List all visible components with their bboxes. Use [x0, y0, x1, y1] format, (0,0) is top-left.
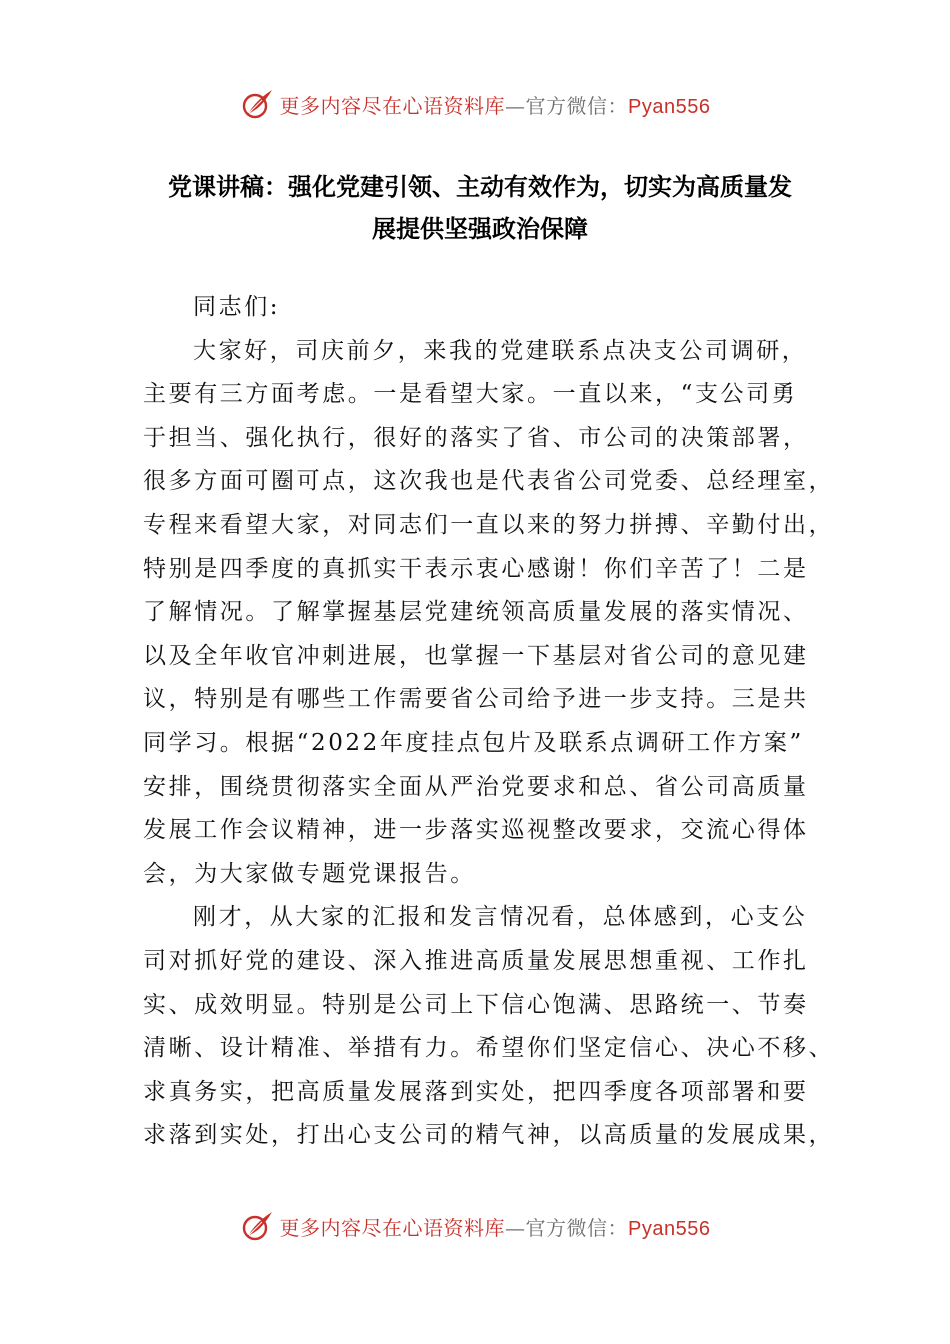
- paragraph-line: 安排，围绕贯彻落实全面从严治党要求和总、省公司高质量: [143, 773, 809, 800]
- title-line: 展提供坚强政治保障: [372, 215, 588, 243]
- paragraph-line: 主要有三方面考虑。一是看望大家。一直以来，“支公司勇: [143, 381, 798, 408]
- paragraph-line: 大家好，司庆前夕，来我的党建联系点决支公司调研，: [193, 337, 808, 364]
- salutation: 同志们:: [193, 294, 281, 320]
- watermark-wechat-label: —官方微信：: [505, 93, 629, 118]
- paragraph-line: 刚才，从大家的汇报和发言情况看，总体感到，心支公: [193, 904, 808, 931]
- paragraph-line: 了解情况。了解掌握基层党建统领高质量发展的落实情况、: [143, 599, 809, 626]
- watermark-site-name: 更多内容尽在心语资料库: [279, 93, 506, 118]
- watermark-site-name: 更多内容尽在心语资料库: [279, 1215, 506, 1240]
- quill-logo-icon: [240, 1208, 276, 1244]
- paragraph-line: 求落到实处，打出心支公司的精气神，以高质量的发展成果，: [143, 1122, 835, 1149]
- paragraph-line: 于担当、强化执行，很好的落实了省、市公司的决策部署，: [143, 424, 809, 451]
- footer-watermark-banner: [0, 1206, 950, 1246]
- watermark-text: [280, 1212, 711, 1241]
- paragraph-line: 以及全年收官冲刺进展，也掌握一下基层对省公司的意见建: [143, 642, 809, 669]
- document-body: [143, 286, 835, 1158]
- watermark-wechat-id: Pyan556: [628, 95, 711, 118]
- watermark-wechat-id: Pyan556: [628, 1217, 711, 1240]
- paragraph-line: 求真务实，把高质量发展落到实处，把四季度各项部署和要: [143, 1078, 809, 1105]
- paragraph-line: 清晰、设计精准、举措有力。希望你们坚定信心、决心不移、: [143, 1035, 835, 1062]
- watermark-text: [280, 90, 711, 119]
- paragraph-line: 议，特别是有哪些工作需要省公司给予进一步支持。三是共: [143, 686, 809, 713]
- document-title: [140, 166, 820, 250]
- quill-logo-icon: [240, 86, 276, 122]
- header-watermark-banner: [0, 84, 950, 124]
- paragraph-line: 司对抓好党的建设、深入推进高质量发展思想重视、工作扎: [143, 947, 809, 974]
- paragraph-line: 发展工作会议精神，进一步落实巡视整改要求，交流心得体: [143, 817, 809, 844]
- paragraph-line: 特别是四季度的真抓实干表示衷心感谢！你们辛苦了！二是: [143, 555, 809, 582]
- watermark-wechat-label: —官方微信：: [505, 1215, 629, 1240]
- paragraph-line: 同学习。根据“2022年度挂点包片及联系点调研工作方案”: [143, 729, 804, 756]
- paragraph-line: 专程来看望大家，对同志们一直以来的努力拼搏、辛勤付出，: [143, 511, 835, 538]
- paragraph-line: 很多方面可圈可点，这次我也是代表省公司党委、总经理室，: [143, 468, 835, 495]
- title-line: 党课讲稿：强化党建引领、主动有效作为，切实为高质量发: [168, 173, 792, 201]
- paragraph-line: 会，为大家做专题党课报告。: [143, 860, 476, 887]
- paragraph-line: 实、成效明显。特别是公司上下信心饱满、思路统一、节奏: [143, 991, 809, 1018]
